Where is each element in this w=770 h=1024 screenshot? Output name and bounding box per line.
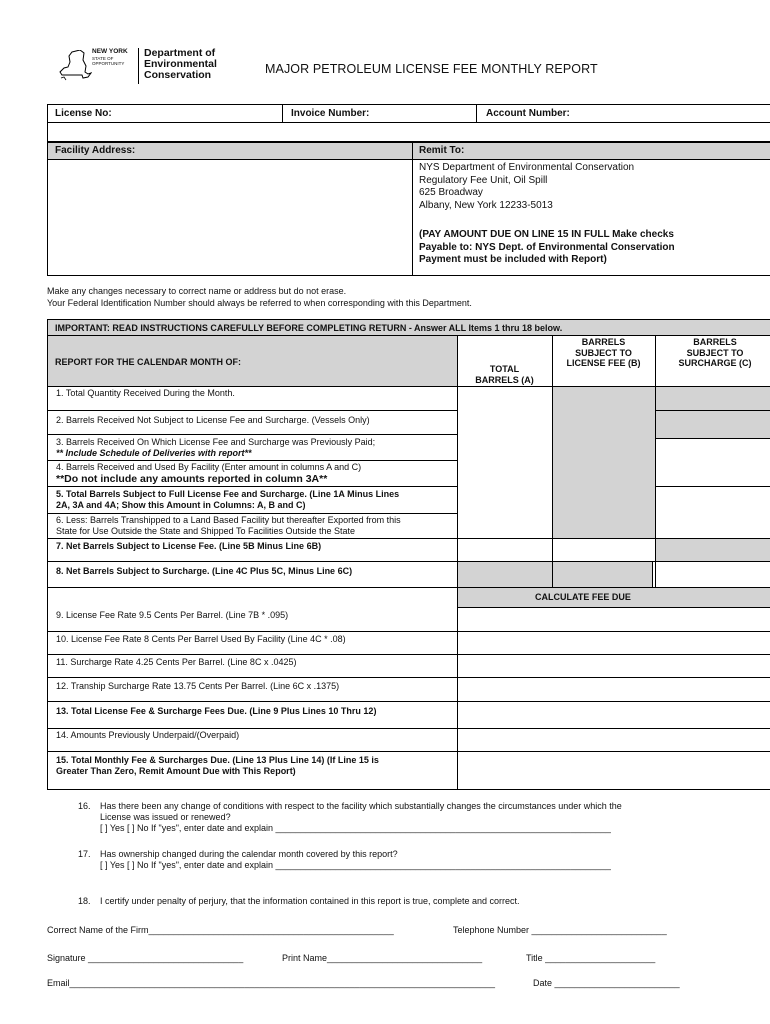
question-17-number: 17. [78, 849, 91, 859]
facility-address-input[interactable] [48, 160, 412, 275]
line-5c-input[interactable] [656, 487, 770, 538]
page-title: MAJOR PETROLEUM LICENSE FEE MONTHLY REPORT [265, 62, 598, 76]
signature-field[interactable]: Signature _______________________________ [47, 953, 244, 963]
line-10-label: 10. License Fee Rate 8 Cents Per Barrel Used By Facility (Line 4C * .08) [56, 634, 346, 644]
line-15-input[interactable] [458, 752, 770, 789]
email-field[interactable]: Email_____________________________________________________________________________________ [47, 978, 495, 988]
line-2-label: 2. Barrels Received Not Subject to License Fee and Surcharge. (Vessels Only) [56, 415, 370, 425]
remit-address: NYS Department of Environmental Conservation Regulatory Fee Unit, Oil Spill 625 Broadway Albany, New York 12233-5013 [419, 162, 635, 211]
calculate-fee-due-header: CALCULATE FEE DUE [535, 592, 631, 602]
question-17: Has ownership changed during the calendar month covered by this report? [ ] Yes [ ] No If "yes", enter date and explain ___________________________________________________________________ [100, 849, 611, 870]
line-6-label: 6. Less: Barrels Transhipped to a Land Based Facility but thereafter Exported from this State for Use Outside the State and Shipped To Facilities Outside the State [56, 515, 401, 536]
line-14-input[interactable] [458, 729, 770, 751]
logo-divider [138, 48, 139, 84]
line-12-input[interactable] [458, 678, 770, 701]
line-1-label: 1. Total Quantity Received During the Month. [56, 388, 235, 398]
new-york-state-icon [58, 50, 92, 82]
line-9-label: 9. License Fee Rate 9.5 Cents Per Barrel. (Line 7B * .095) [56, 610, 289, 620]
line-4a-input[interactable] [458, 461, 552, 486]
payment-instructions: (PAY AMOUNT DUE ON LINE 15 IN FULL Make checks Payable to: NYS Dept. of Environmental Conservation Payment must be included with Report) [419, 229, 675, 265]
print-name-field[interactable]: Print Name_______________________________ [282, 953, 483, 963]
remit-to-label: Remit To: [419, 145, 465, 156]
line-12-label: 12. Tranship Surcharge Rate 13.75 Cents Per Barrel. (Line 6C x .1375) [56, 681, 340, 691]
question-18: I certify under penalty of perjury, that the information contained in this report is true, complete and correct. [100, 896, 520, 906]
license-no-label: License No: [55, 108, 112, 119]
telephone-field[interactable]: Telephone Number ___________________________ [453, 925, 667, 935]
line-15-label: 15. Total Monthly Fee & Surcharges Due. (Line 13 Plus Line 14) (If Line 15 is Greater Than Zero, Remit Amount Due with This Report) [56, 755, 379, 776]
date-field[interactable]: Date _________________________ [533, 978, 680, 988]
line-3-label: 3. Barrels Received On Which License Fee and Surcharge was Previously Paid; ** Include Schedule of Deliveries with report** [56, 437, 376, 458]
account-number-input[interactable] [477, 123, 770, 141]
fein-note: Your Federal Identification Number should always be referred to when corresponding with this Department. [47, 298, 472, 308]
line-11-label: 11. Surcharge Rate 4.25 Cents Per Barrel. (Line 8C x .0425) [56, 657, 297, 667]
line-8c-input[interactable] [656, 562, 770, 587]
line-5-label: 5. Total Barrels Subject to Full License Fee and Surcharge. (Line 1A Minus Lines 2A, 3A and 4A; Show this Amount in Columns: A, B and C) [56, 489, 400, 510]
line-7b-input[interactable] [553, 539, 655, 561]
facility-address-label: Facility Address: [55, 145, 136, 156]
question-16: Has there been any change of conditions with respect to the facility which substantially changes the circumstances under which the License was issued or renewed? [ ] Yes [ ] No If "yes", enter date and explain ___________________________________________________________________ [100, 801, 622, 833]
line-3a-input[interactable] [458, 435, 552, 460]
line-10-input[interactable] [458, 632, 770, 654]
line-1c-input[interactable] [656, 387, 770, 410]
question-16-number: 16. [78, 801, 91, 811]
report-month-label: REPORT FOR THE CALENDAR MONTH OF: [55, 357, 241, 367]
line-7-label: 7. Net Barrels Subject to License Fee. (Line 5B Minus Line 6B) [56, 541, 322, 551]
question-17-answer[interactable]: [ ] Yes [ ] No If "yes", enter date and explain ___________________________________________________________________ [100, 860, 611, 870]
line-5a-input[interactable] [458, 487, 552, 513]
col-b-header: BARRELS SUBJECT TO LICENSE FEE (B) [566, 337, 641, 368]
question-18-number: 18. [78, 896, 91, 906]
line-6b-input[interactable] [553, 514, 655, 538]
license-no-input[interactable] [48, 123, 282, 141]
title-field[interactable]: Title ______________________ [526, 953, 656, 963]
line-1a-input[interactable] [458, 387, 552, 410]
line-8-label: 8. Net Barrels Subject to Surcharge. (Line 4C Plus 5C, Minus Line 6C) [56, 566, 353, 576]
line-2a-input[interactable] [458, 411, 552, 434]
line-14-label: 14. Amounts Previously Underpaid/(Overpaid) [56, 730, 240, 740]
line-13-input[interactable] [458, 702, 770, 728]
line-11-input[interactable] [458, 655, 770, 677]
invoice-number-input[interactable] [283, 123, 476, 141]
col-c-header: BARRELS SUBJECT TO SURCHARGE (C) [678, 337, 752, 368]
account-number-label: Account Number: [486, 108, 570, 119]
firm-name-field[interactable]: Correct Name of the Firm_________________________________________________ [47, 925, 394, 935]
line-4c-input[interactable] [656, 439, 770, 486]
important-note: IMPORTANT: READ INSTRUCTIONS CAREFULLY BEFORE COMPLETING RETURN - Answer ALL Items 1 thru 18 below. [55, 323, 563, 333]
dec-logo [58, 46, 218, 90]
line-9-input[interactable] [458, 608, 770, 631]
logo-department-text: Department of Environmental Conservation [144, 47, 217, 81]
col-a-header: TOTAL BARRELS (A) [475, 364, 534, 385]
invoice-number-label: Invoice Number: [291, 108, 370, 119]
line-13-label: 13. Total License Fee & Surcharge Fees Due. (Line 9 Plus Lines 10 Thru 12) [56, 706, 377, 716]
logo-state-text: NEW YORK STATE OF OPPORTUNITY [92, 48, 128, 66]
correction-note: Make any changes necessary to correct name or address but do not erase. [47, 286, 347, 296]
line-4-label: 4. Barrels Received and Used By Facility (Enter amount in columns A and C) **Do not include any amounts reported in column 3A** [56, 462, 362, 485]
question-16-answer[interactable]: [ ] Yes [ ] No If "yes", enter date and explain ___________________________________________________________________ [100, 823, 611, 833]
